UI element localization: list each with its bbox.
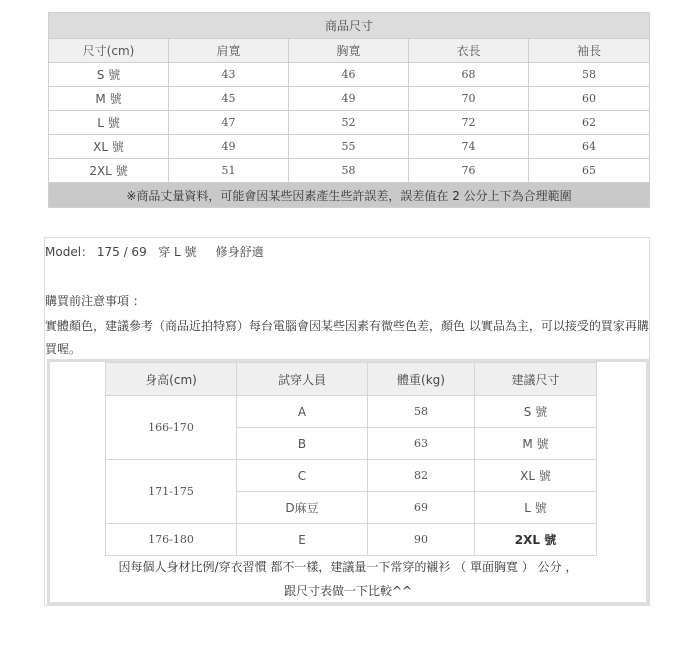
sleeve-value: 58 xyxy=(529,63,650,87)
size-label: XL 號 xyxy=(49,135,169,159)
header-weight: 體重(kg) xyxy=(368,363,475,396)
size-label: 2XL 號 xyxy=(49,159,169,183)
length-value: 70 xyxy=(409,87,529,111)
chest-value: 46 xyxy=(289,63,409,87)
table-row xyxy=(106,460,597,492)
model-label: Model： xyxy=(45,245,94,259)
weight-value: 58 xyxy=(368,396,475,428)
chest-value: 49 xyxy=(289,87,409,111)
table-row xyxy=(106,396,597,428)
shoulder-value: 45 xyxy=(169,87,289,111)
size-table-footnote: ※商品丈量資料，可能會因某些因素產生些許誤差，誤差值在 2 公分上下為合理範圍 xyxy=(49,183,650,208)
sleeve-value: 65 xyxy=(529,159,650,183)
model-line xyxy=(45,243,264,260)
fit-table xyxy=(105,362,597,556)
height-range: 171-175 xyxy=(106,460,237,524)
weight-value: 69 xyxy=(368,492,475,524)
size-label: L 號 xyxy=(49,111,169,135)
size-table-header xyxy=(49,39,650,63)
model-wears: 穿 L 號 xyxy=(158,245,197,259)
sleeve-value: 62 xyxy=(529,111,650,135)
table-row xyxy=(49,63,650,87)
table-row xyxy=(49,87,650,111)
model-info-box xyxy=(44,237,650,606)
sleeve-value: 60 xyxy=(529,87,650,111)
fit-table-box xyxy=(47,359,649,605)
fit-note-line1: 因每個人身材比例/穿衣習慣 都不一樣，建議量一下常穿的襯衫 （ 單面胸寬 ） 公分 ， xyxy=(118,560,578,574)
fit-table-header xyxy=(106,363,597,396)
suggested-size: L 號 xyxy=(475,492,597,524)
height-range: 176-180 xyxy=(106,524,237,556)
table-row xyxy=(49,159,650,183)
table-row xyxy=(49,111,650,135)
length-value: 76 xyxy=(409,159,529,183)
header-length: 衣長 xyxy=(409,39,529,63)
header-size: 尺寸(cm) xyxy=(49,39,169,63)
suggested-size: M 號 xyxy=(475,428,597,460)
size-label: M 號 xyxy=(49,87,169,111)
chest-value: 52 xyxy=(289,111,409,135)
header-sleeve: 袖長 xyxy=(529,39,650,63)
header-tester: 試穿人員 xyxy=(237,363,368,396)
header-chest: 胸寬 xyxy=(289,39,409,63)
table-row xyxy=(49,135,650,159)
shoulder-value: 49 xyxy=(169,135,289,159)
size-table-title: 商品尺寸 xyxy=(49,13,650,39)
weight-value: 82 xyxy=(368,460,475,492)
tester-name: C xyxy=(237,460,368,492)
chest-value: 58 xyxy=(289,159,409,183)
sleeve-value: 64 xyxy=(529,135,650,159)
shoulder-value: 47 xyxy=(169,111,289,135)
weight-value: 63 xyxy=(368,428,475,460)
table-row xyxy=(106,524,597,556)
chest-value: 55 xyxy=(289,135,409,159)
size-chart xyxy=(48,12,649,208)
size-label: S 號 xyxy=(49,63,169,87)
header-shoulder: 肩寬 xyxy=(169,39,289,63)
notes-title: 購買前注意事項 ： xyxy=(45,294,145,308)
suggested-size: XL 號 xyxy=(475,460,597,492)
tester-name: D麻豆 xyxy=(237,492,368,524)
length-value: 74 xyxy=(409,135,529,159)
model-measure: 175 / 69 xyxy=(96,245,147,259)
size-table xyxy=(48,12,650,208)
shoulder-value: 43 xyxy=(169,63,289,87)
height-range: 166-170 xyxy=(106,396,237,460)
model-fit: 修身舒適 xyxy=(215,245,264,259)
length-value: 72 xyxy=(409,111,529,135)
header-height: 身高(cm) xyxy=(106,363,237,396)
suggested-size: 2XL 號 xyxy=(475,524,597,556)
weight-value: 90 xyxy=(368,524,475,556)
shoulder-value: 51 xyxy=(169,159,289,183)
tester-name: E xyxy=(237,524,368,556)
length-value: 68 xyxy=(409,63,529,87)
header-suggested-size: 建議尺寸 xyxy=(475,363,597,396)
tester-name: B xyxy=(237,428,368,460)
suggested-size: S 號 xyxy=(475,396,597,428)
tester-name: A xyxy=(237,396,368,428)
notes-body: 實體顏色，建議參考（商品近拍特寫）每台電腦會因某些因素有微些色差，顏色 以實品為主，可以接受的買家再購買喔。 xyxy=(45,319,649,356)
fit-note-line2: 跟尺寸表做一下比較^^ xyxy=(283,584,413,598)
